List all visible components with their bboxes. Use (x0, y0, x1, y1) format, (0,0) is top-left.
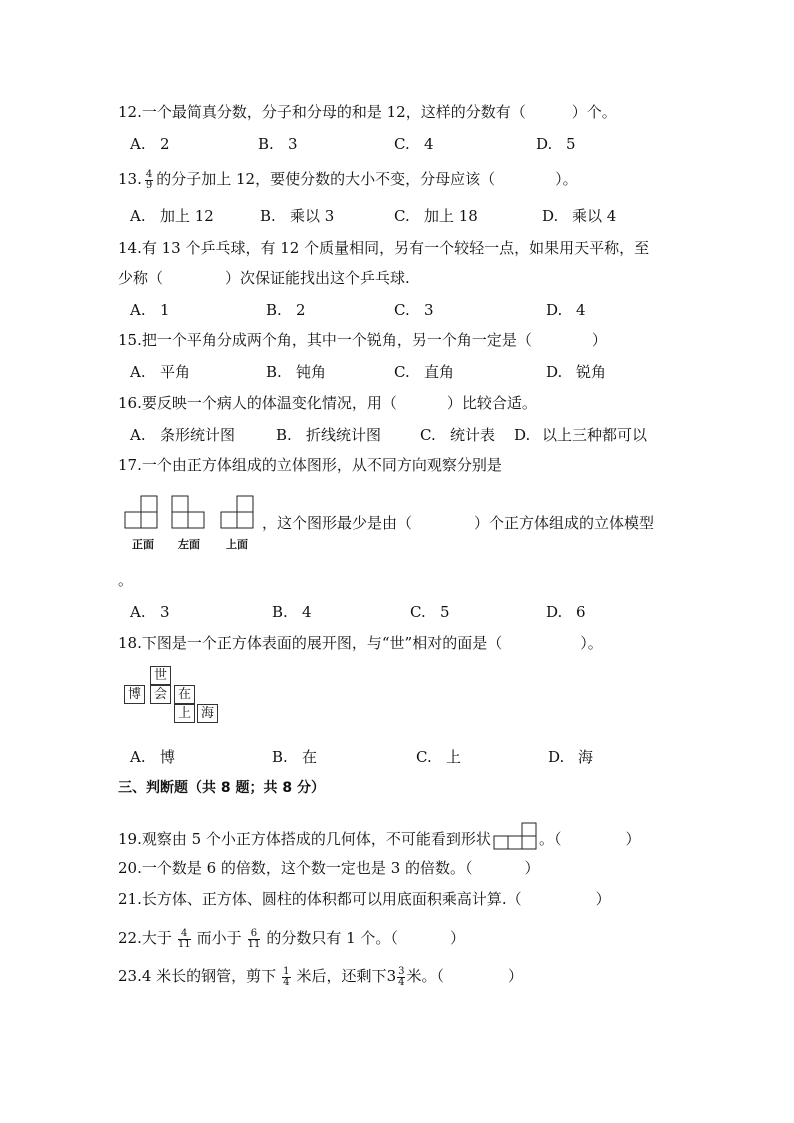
net-cell: 上 (174, 704, 195, 723)
front-view-cell (141, 496, 157, 512)
view-label-left: 左面 (178, 538, 200, 551)
shape-figure (493, 822, 537, 850)
front-view-cell (141, 512, 157, 528)
q15-stem: 15.把一个平角分成两个角，其中一个锐角，另一个角一定是（ ） (118, 331, 607, 349)
q17-stem-line2: ，这个图形最少是由（ ）个正方体组成的立体模型 (262, 514, 655, 532)
net-cell: 世 (150, 666, 171, 685)
option-a[interactable]: A. 1 (130, 301, 170, 319)
top-view-cell (221, 512, 237, 528)
fraction: $\frac{1}{4}$ (283, 965, 290, 988)
view-label-front: 正面 (132, 538, 154, 551)
q21-stem: 21.长方体、正方体、圆柱的体积都可以用底面积乘高计算.（ ） (118, 890, 611, 908)
option-d[interactable]: D. 以上三种都可以 (514, 426, 648, 444)
option-c[interactable]: C. 直角 (394, 363, 455, 381)
q18-stem: 18.下图是一个正方体表面的展开图，与“世”相对的面是（ ）。 (118, 634, 603, 652)
q20-stem: 20.一个数是 6 的倍数，这个数一定也是 3 的倍数。（ ） (118, 859, 540, 877)
option-c[interactable]: C. 加上 18 (394, 207, 478, 225)
section-heading: 三、判断题（共 8 题；共 8 分） (118, 780, 325, 796)
option-a[interactable]: A. 条形统计图 (130, 426, 236, 444)
q17-stem-line3: 。 (118, 571, 134, 589)
q16-stem: 16.要反映一个病人的体温变化情况，用（ ）比较合适。 (118, 394, 537, 412)
front-view-cell (125, 512, 141, 528)
q17-stem-line1: 17.一个由正方体组成的立体图形，从不同方向观察分别是 (118, 456, 502, 474)
fraction: $\frac{4}{11}$ (177, 927, 191, 950)
option-a[interactable]: A. 2 (130, 135, 170, 153)
net-cell: 会 (150, 685, 171, 704)
q14-stem-line1: 14.有 13 个乒乓球，有 12 个质量相同，另有一个较轻一点，如果用天平称，至 (118, 239, 650, 257)
fraction: $\frac{4}{9}$ (145, 168, 153, 191)
left-view-cell (172, 496, 188, 512)
option-c[interactable]: C. 3 (394, 301, 434, 319)
option-b[interactable]: B. 3 (258, 135, 298, 153)
option-c[interactable]: C. 4 (394, 135, 434, 153)
option-d[interactable]: D. 5 (536, 135, 576, 153)
option-d[interactable]: D. 海 (548, 748, 594, 766)
option-d[interactable]: D. 4 (546, 301, 586, 319)
option-b[interactable]: B. 4 (272, 603, 312, 621)
left-view-cell (188, 512, 204, 528)
option-c[interactable]: C. 上 (416, 748, 462, 766)
net-cell: 在 (174, 685, 195, 704)
top-view-cell (237, 512, 253, 528)
q13-stem: 13. $\frac{4}{9}$ 的分子加上 12，要使分数的大小不变，分母应该（ ）。 (118, 168, 578, 191)
option-b[interactable]: B. 乘以 3 (260, 207, 335, 225)
option-b[interactable]: B. 在 (272, 748, 318, 766)
option-b[interactable]: B. 2 (266, 301, 306, 319)
q12-stem: 12.一个最简真分数，分子和分母的和是 12，这样的分数有（ ）个。 (118, 103, 617, 121)
q14-stem-line2: 少称（ ）次保证能找出这个乒乓球. (118, 269, 410, 287)
option-d[interactable]: D. 锐角 (546, 363, 607, 381)
net-cell: 博 (124, 685, 145, 704)
option-b[interactable]: B. 钝角 (266, 363, 327, 381)
option-a[interactable]: A. 平角 (130, 363, 191, 381)
top-view-cell (237, 496, 253, 512)
q19-stem: 19.观察由 5 个小正方体搭成的几何体，不可能看到形状 。（ ） (118, 822, 640, 850)
option-c[interactable]: C. 5 (410, 603, 450, 621)
option-a[interactable]: A. 加上 12 (130, 207, 214, 225)
option-c[interactable]: C. 统计表 (420, 426, 496, 444)
net-cell: 海 (197, 704, 218, 723)
fraction: $\frac{6}{11}$ (247, 927, 261, 950)
option-b[interactable]: B. 折线统计图 (276, 426, 382, 444)
q22-stem: 22.大于 $\frac{4}{11}$ 而小于 $\frac{6}{11}$ 的分数只有 1 个。（ ） (118, 927, 465, 950)
left-view-cell (172, 512, 188, 528)
option-a[interactable]: A. 博 (130, 748, 176, 766)
option-d[interactable]: D. 乘以 4 (542, 207, 617, 225)
three-view-drawing (118, 492, 278, 532)
fraction: $\frac{3}{4}$ (398, 965, 405, 988)
q23-stem: 23.4 米长的钢管，剪下 $\frac{1}{4}$ 米后，还剩下3 $\frac{3}{4}$ 米。（ ） (118, 965, 524, 988)
option-d[interactable]: D. 6 (546, 603, 586, 621)
option-a[interactable]: A. 3 (130, 603, 170, 621)
three-view-figures (118, 492, 278, 552)
view-label-top: 上面 (226, 538, 248, 551)
